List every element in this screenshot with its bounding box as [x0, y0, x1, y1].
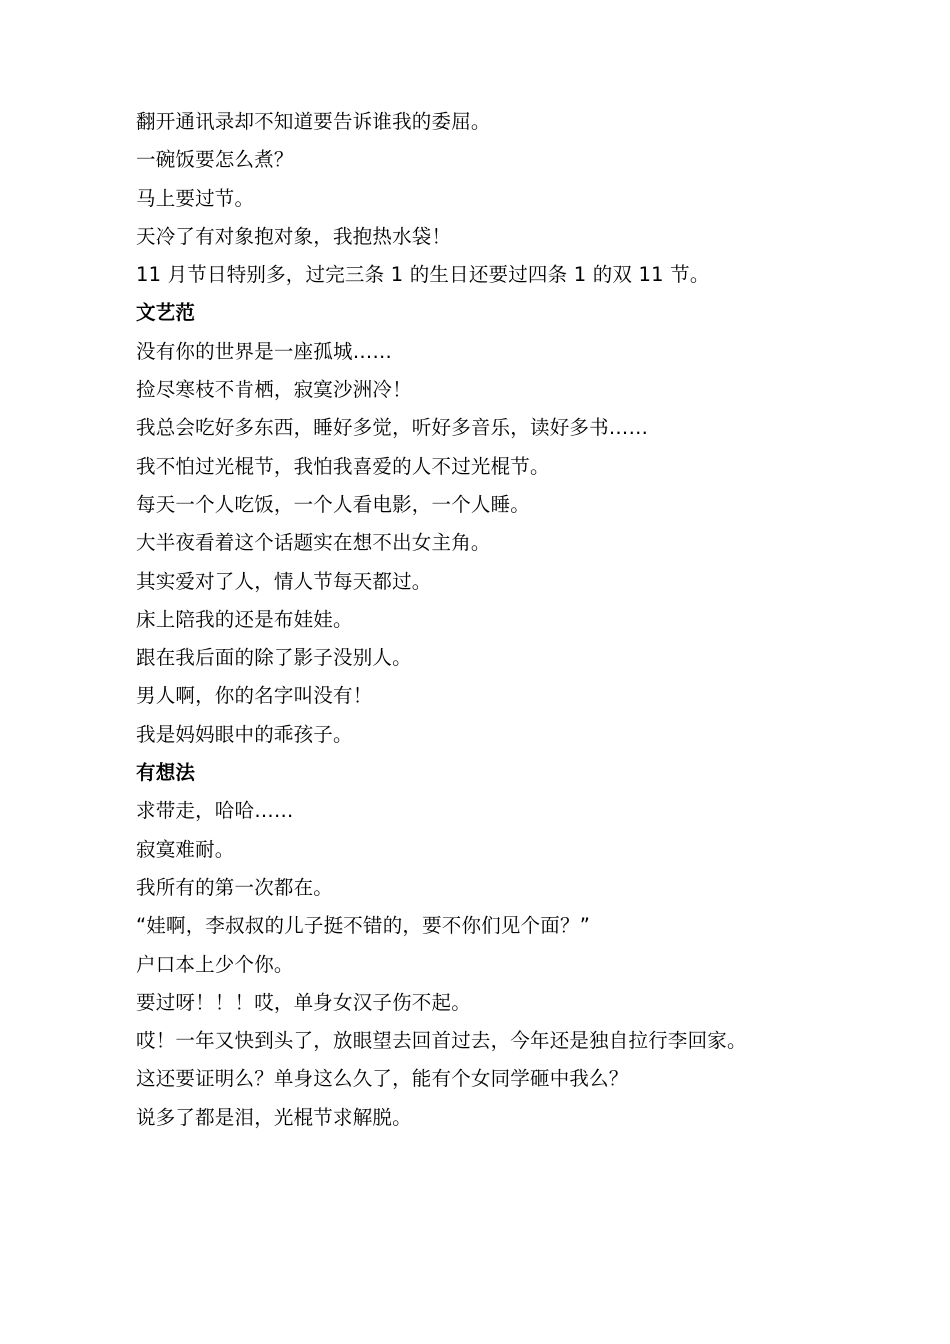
text-line: 要过呀！！！哎，单身女汉子伤不起。: [136, 990, 471, 1014]
text-line: 床上陪我的还是布娃娃。: [136, 607, 353, 631]
section-heading: 有想法: [136, 761, 196, 785]
text-line: “娃啊，李叔叔的儿子挺不错的，要不你们见个面？”: [136, 914, 591, 938]
text-line: 说多了都是泪，光棍节求解脱。: [136, 1105, 412, 1129]
text-line: 跟在我后面的除了影子没别人。: [136, 646, 412, 670]
text-line: 捡尽寒枝不肯栖，寂寞沙洲冷！: [136, 378, 412, 402]
text-line: 翻开通讯录却不知道要告诉谁我的委屈。: [136, 110, 491, 133]
text-line: 这还要证明么？单身这么久了，能有个女同学砸中我么？: [136, 1067, 629, 1091]
text-line: 马上要过节。: [136, 186, 255, 210]
document-body: [136, 103, 916, 1137]
text-line: 11 月节日特别多，过完三条 1 的生日还要过四条 1 的双 11 节。: [136, 263, 710, 287]
section-heading: 文艺范: [136, 301, 196, 325]
text-line: 户口本上少个你。: [136, 952, 294, 976]
text-line: 天冷了有对象抱对象，我抱热水袋！: [136, 224, 452, 248]
text-line: 寂寞难耐。: [136, 837, 235, 861]
text-line: 一碗饭要怎么煮？: [136, 148, 294, 172]
text-line: 我是妈妈眼中的乖孩子。: [136, 722, 353, 746]
text-line: 其实爱对了人，情人节每天都过。: [136, 569, 432, 593]
text-line: 没有你的世界是一座孤城……: [136, 339, 393, 363]
text-line: 哎！一年又快到头了，放眼望去回首过去，今年还是独自拉行李回家。: [136, 1029, 747, 1053]
text-line: 我所有的第一次都在。: [136, 875, 334, 899]
text-line: 每天一个人吃饭，一个人看电影，一个人睡。: [136, 492, 531, 516]
text-line: 大半夜看着这个话题实在想不出女主角。: [136, 531, 491, 555]
text-line: 我不怕过光棍节，我怕我喜爱的人不过光棍节。: [136, 454, 550, 478]
text-line: 求带走，哈哈……: [136, 799, 294, 823]
text-line: 男人啊，你的名字叫没有！: [136, 684, 373, 708]
text-line: 我总会吃好多东西，睡好多觉，听好多音乐，读好多书……: [136, 416, 649, 440]
